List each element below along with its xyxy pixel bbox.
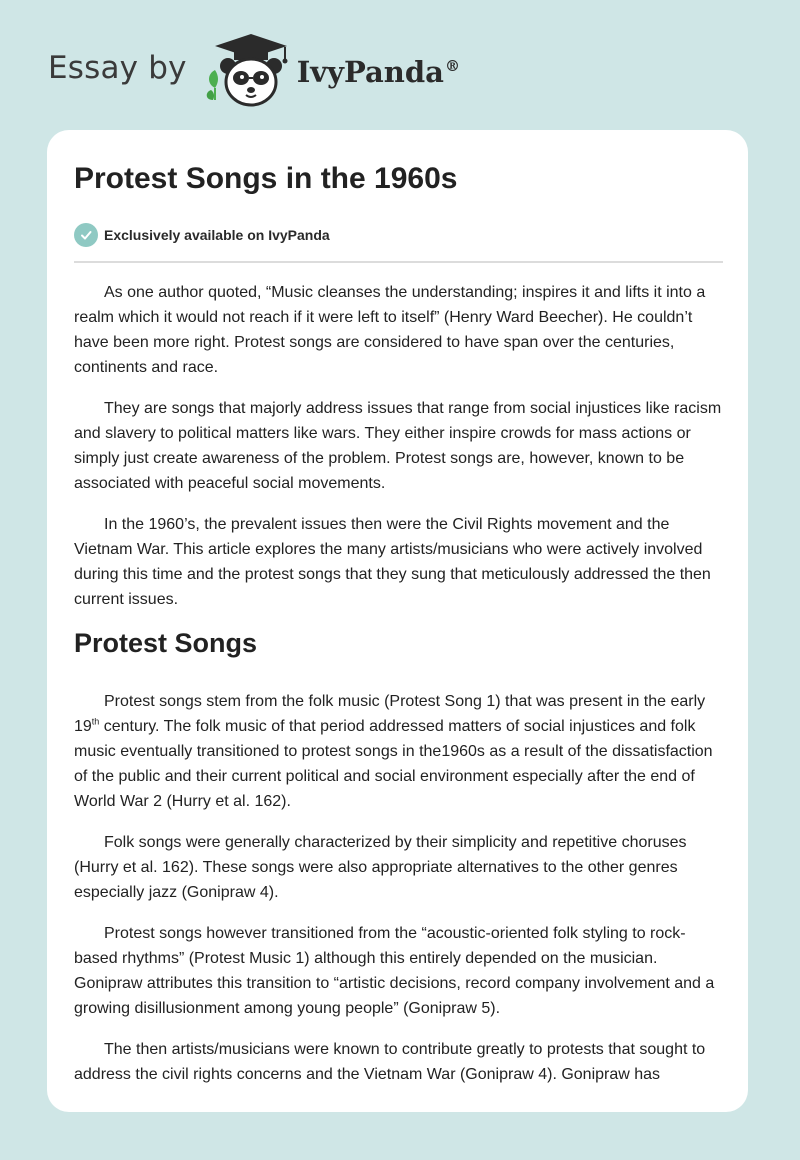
section-heading: Protest Songs — [74, 628, 258, 658]
paragraph: The then artists/musicians were known to contribute greatly to protests that sought to address the civil rights concerns and the Vietnam War (Gonipraw 4). Gonipraw has — [74, 1041, 706, 1083]
check-circle-icon — [74, 223, 98, 247]
paragraph: In the 1960’s, the prevalent issues then were the Civil Rights movement and the Vietnam War. This article explores the many artists/musicians who were actively involved during this time and the protest songs that they sung that meticulously addressed the then current issues. — [74, 516, 711, 608]
paragraph: As one author quoted, “Music cleanses the understanding; inspires it and lifts it into a realm which it would not reach if it were left to itself” (Henry Ward Beecher). He couldn’t have been more right. Protest songs are considered to have span over the centuries, continents and race. — [74, 284, 706, 376]
panda-logo-icon[interactable] — [201, 30, 293, 110]
site-header — [48, 30, 460, 110]
essay-body — [74, 280, 723, 1103]
exclusive-badge — [74, 223, 330, 247]
paragraph: Protest songs however transitioned from the “acoustic-oriented folk styling to rock-based rhythms” (Protest Music 1) although this entirely depended on the musician. Gonipraw attributes this transition to “artistic decisions, record company involvement and a growing disillusionment among young people” (Gonipraw 5). — [74, 925, 715, 1017]
essay-card — [47, 130, 748, 1112]
divider — [74, 261, 723, 263]
superscript: th — [91, 716, 100, 727]
paragraph: They are songs that majorly address issues that range from social injustices like racism and slavery to political matters like wars. They either inspire crowds for mass actions or simply just create awareness of the problem. Protest songs are, however, known to be associated with peaceful social movements. — [74, 400, 722, 492]
essay-by-label: Essay by — [48, 50, 187, 86]
exclusive-label: Exclusively available on IvyPanda — [104, 227, 330, 243]
paragraph: Protest songs stem from the folk music (Protest Song 1) that was present in the early 19th century. The folk music of that period addressed matters of social injustices and folk music eventually transitioned to protest songs in the1960s as a result of the dissatisfaction of the public and their current political and social environment especially after the end of World War 2 (Hurry et al. 162). — [74, 693, 713, 810]
paragraph: Folk songs were generally characterized by their simplicity and repetitive choruses (Hurry et al. 162). These songs were also appropriate alternatives to the other genres especially jazz (Gonipraw 4). — [74, 834, 687, 901]
registered-mark: ® — [444, 57, 460, 76]
brand-name[interactable]: IvyPanda® — [296, 55, 460, 89]
essay-title: Protest Songs in the 1960s — [74, 162, 458, 195]
